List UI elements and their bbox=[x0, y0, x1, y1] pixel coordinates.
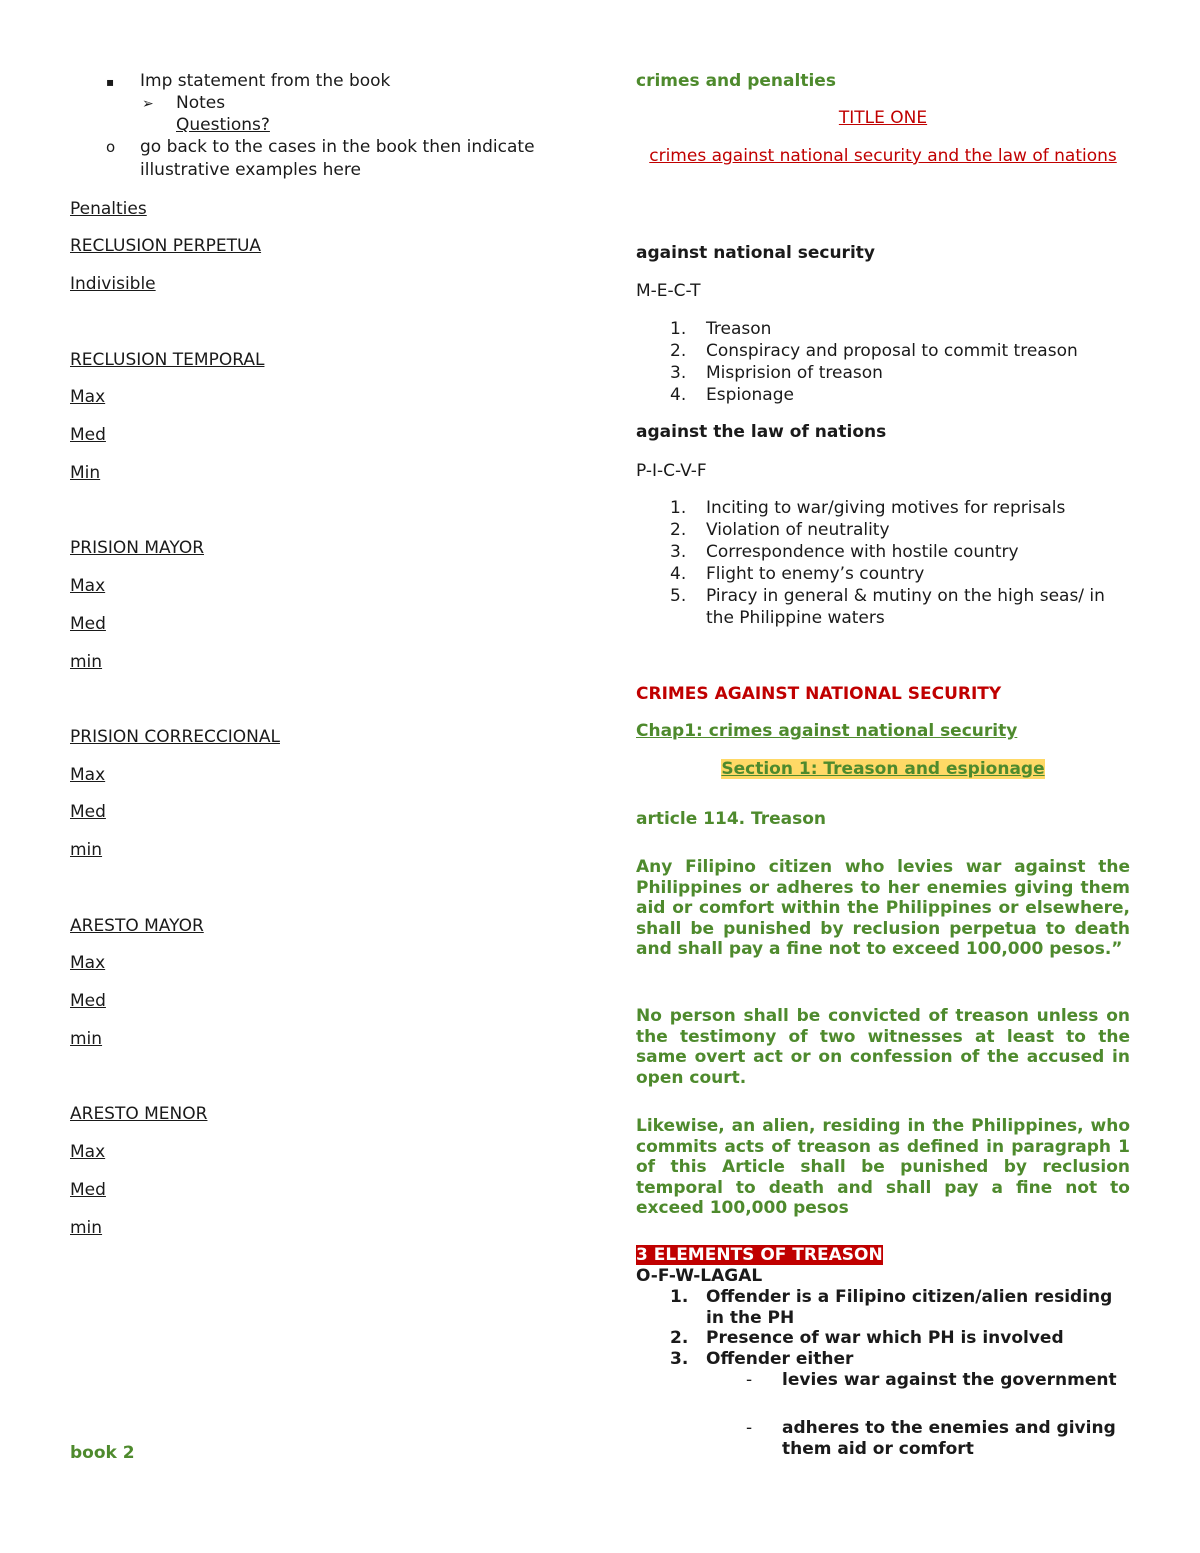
penalty-period: Med bbox=[70, 1180, 106, 1200]
list-item: 4. Espionage bbox=[670, 385, 794, 405]
penalties-heading: Penalties bbox=[70, 199, 147, 219]
article-paragraph: No person shall be convicted of treason unless on the testimony of two witnesses at least to the same overt act or on confession of the accused in open court. bbox=[636, 1006, 1130, 1088]
penalty-period: Med bbox=[70, 991, 106, 1011]
article-paragraph: Any Filipino citizen who levies war against the Philippines or adheres to her enemies giving them aid or comfort within the Philippines or elsewhere, shall be punished by reclusion perpetua to death and shall pay a fine not to exceed 100,000 pesos.” bbox=[636, 857, 1130, 959]
penalty-period: Max bbox=[70, 1142, 106, 1162]
list-item: 3. Correspondence with hostile country bbox=[670, 542, 1019, 562]
dash-bullet-icon: - bbox=[746, 1370, 753, 1390]
list-item: ▪ Imp statement from the book bbox=[106, 71, 391, 91]
mnemonic: O-F-W-LAGAL bbox=[636, 1266, 763, 1286]
arrow-bullet-icon: ➢ bbox=[142, 96, 154, 112]
penalty-period: Max bbox=[70, 953, 106, 973]
penalty-name: ARESTO MAYOR bbox=[70, 916, 204, 936]
article-paragraph: Likewise, an alien, residing in the Philippines, who commits acts of treason as defined in paragraph 1 of this Article shall be punished by reclusion temporal to death and shall pay a fine not to exceed 100,000 pesos bbox=[636, 1116, 1130, 1218]
list-item: 2. Conspiracy and proposal to commit treason bbox=[670, 341, 1078, 361]
penalty-period: Med bbox=[70, 614, 106, 634]
penalty-name: RECLUSION TEMPORAL bbox=[70, 350, 265, 370]
penalty-name: PRISION MAYOR bbox=[70, 538, 205, 558]
sub-list-item: - adheres to the enemies and giving them aid or comfort bbox=[746, 1418, 1116, 1459]
dash-bullet-icon: - bbox=[746, 1418, 753, 1438]
penalty-period: min bbox=[70, 840, 103, 860]
crimes-heading: CRIMES AGAINST NATIONAL SECURITY bbox=[636, 684, 1002, 704]
penalty-period: min bbox=[70, 1029, 103, 1049]
numbered-list bbox=[636, 1287, 1130, 1369]
page-footer: book 2 bbox=[70, 1443, 135, 1463]
list-item: 1. Inciting to war/giving motives for reprisals bbox=[670, 498, 1066, 518]
title-subheading: crimes against national security and the law of nations bbox=[649, 146, 1117, 166]
penalty-period: Med bbox=[70, 425, 106, 445]
list-item: 1. Treason bbox=[670, 319, 772, 339]
section-heading: crimes and penalties bbox=[636, 71, 836, 91]
penalty-period: min bbox=[70, 652, 103, 672]
article-heading: article 114. Treason bbox=[636, 809, 827, 829]
list-item: 4. Flight to enemy’s country bbox=[670, 564, 925, 584]
title-one: TITLE ONE bbox=[838, 108, 928, 128]
penalty-period: min bbox=[70, 1218, 103, 1238]
numbered-list bbox=[636, 318, 1130, 406]
circle-bullet-icon: o bbox=[106, 138, 116, 156]
penalty-period: Indivisible bbox=[70, 274, 156, 294]
list-item: 2. Violation of neutrality bbox=[670, 520, 890, 540]
list-item: illustrative examples here bbox=[140, 160, 361, 180]
sub-list-item: - levies war against the government bbox=[746, 1370, 1117, 1390]
section-heading: Section 1: Treason and espionage bbox=[721, 759, 1045, 779]
subheading: against the law of nations bbox=[636, 422, 887, 442]
penalty-period: Min bbox=[70, 463, 101, 483]
list-item: 5. Piracy in general & mutiny on the high seas/ in the Philippine waters bbox=[670, 586, 1105, 628]
penalty-period: Med bbox=[70, 802, 106, 822]
numbered-list bbox=[636, 497, 1130, 629]
list-item: 3. Offender either bbox=[670, 1348, 854, 1369]
subheading: against national security bbox=[636, 243, 875, 263]
penalty-period: Max bbox=[70, 765, 106, 785]
elements-heading: 3 ELEMENTS OF TREASON bbox=[636, 1245, 883, 1265]
mnemonic: M-E-C-T bbox=[636, 281, 701, 301]
square-bullet-icon: ▪ bbox=[106, 75, 115, 89]
mnemonic: P-I-C-V-F bbox=[636, 461, 707, 481]
penalty-name: ARESTO MENOR bbox=[70, 1104, 208, 1124]
penalty-period: Max bbox=[70, 576, 106, 596]
list-item: 2. Presence of war which PH is involved bbox=[670, 1328, 1064, 1348]
penalty-name: PRISION CORRECCIONAL bbox=[70, 727, 280, 747]
list-item: Questions? bbox=[176, 115, 270, 135]
list-item: 1. Offender is a Filipino citizen/alien residing in the PH bbox=[670, 1287, 1113, 1328]
list-item: o go back to the cases in the book then indicate bbox=[106, 137, 535, 157]
penalty-name: RECLUSION PERPETUA bbox=[70, 236, 262, 256]
list-item: 3. Misprision of treason bbox=[670, 363, 883, 383]
penalty-period: Max bbox=[70, 387, 106, 407]
chapter-heading: Chap1: crimes against national security bbox=[636, 721, 1018, 741]
list-item: ➢ Notes bbox=[142, 93, 226, 113]
